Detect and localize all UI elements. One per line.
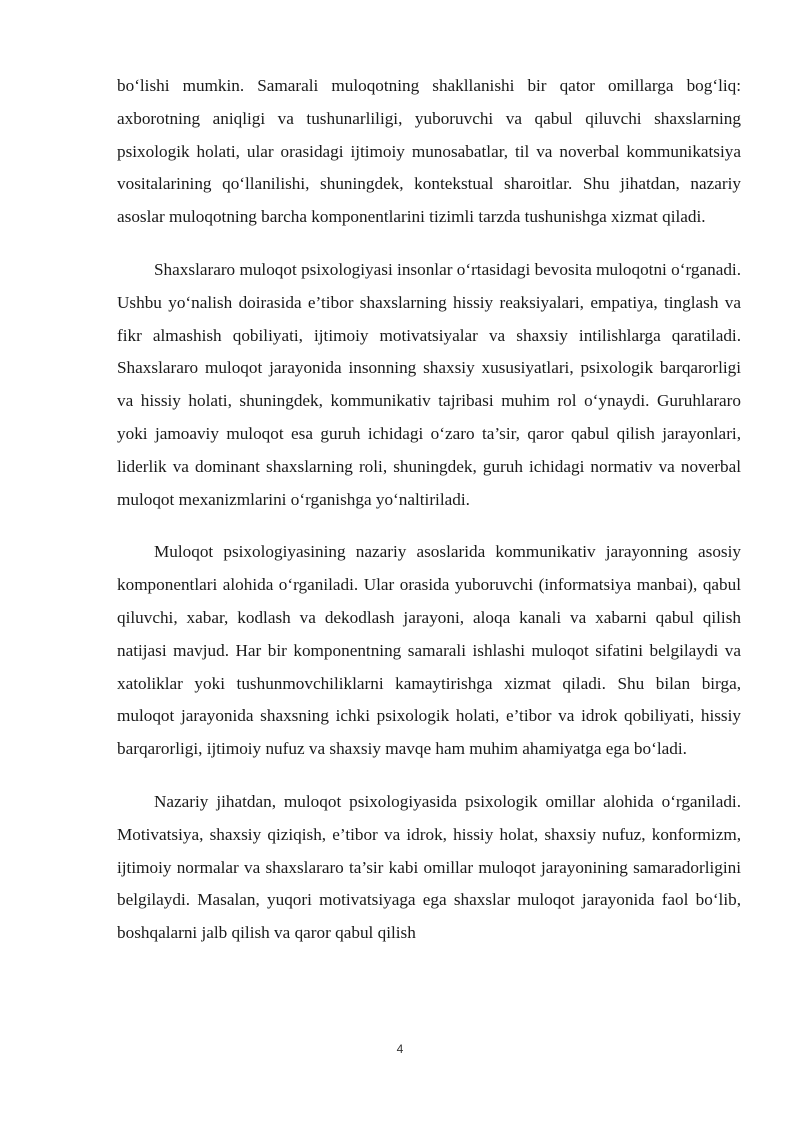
paragraph-1: bo‘lishi mumkin. Samarali muloqotning shakllanishi bir qator omillarga bog‘liq: axborotning aniqligi va tushunarliligi, yuboruvchi va qabul qiluvchi shaxslarning psixologik holati, ular orasidagi ijtimoiy munosabatlar, til va noverbal kommunikatsiya vositalarining qo‘llanilishi, shuningdek, kontekstual sharoitlar. Shu jihatdan, nazariy asoslar muloqotning barcha komponentlarini tizimli tarzda tushunishga xizmat qiladi. [117, 76, 741, 227]
page-number: 4 [396, 1042, 404, 1056]
paragraph-3: Muloqot psixologiyasining nazariy asoslarida kommunikativ jarayonning asosiy komponentlari alohida o‘rganiladi. Ular orasida yuboruvchi (informatsiya manbai), qabul qiluvchi, xabar, kodlash va dekodlash jarayoni, aloqa kanali va xabarni qabul qilish natijasi mavjud. Har bir komponentning samarali ishlashi muloqot sifatini belgilaydi va xatoliklar yoki tushunmovchiliklarni kamaytirishga xizmat qiladi. Shu bilan birga, muloqot jarayonida shaxsning ichki psixologik holati, e’tibor va idrok qobiliyati, hissiy barqarorligi, ijtimoiy nufuz va shaxsiy mavqe ham muhim ahamiyatga ega bo‘ladi. [117, 542, 741, 759]
paragraph-4: Nazariy jihatdan, muloqot psixologiyasida psixologik omillar alohida o‘rganiladi. Motivatsiya, shaxsiy qiziqish, e’tibor va idrok, hissiy holat, shaxsiy nufuz, konformizm, ijtimoiy normalar va shaxslararo ta’sir kabi omillar muloqot jarayonining samaradorligini belgilaydi. Masalan, yuqori motivatsiyaga ega shaxslar muloqot jarayonida faol bo‘lib, boshqalarni jalb qilish va qaror qabul qilish [117, 791, 741, 943]
paragraph-2: Shaxslararo muloqot psixologiyasi insonlar o‘rtasidagi bevosita muloqotni o‘rganadi. Ushbu yo‘nalish doirasida e’tibor shaxslarning hissiy reaksiyalari, empatiya, tinglash va fikr almashish qobiliyati, ijtimoiy motivatsiyalar va shaxsiy intilishlarga qaratiladi. Shaxslararo muloqot jarayonida insonning shaxsiy xususiyatlari, psixologik barqarorligi va hissiy holati, shuningdek, kommunikativ tajribasi muhim rol o‘ynaydi. Guruhlararo yoki jamoaviy muloqot esa guruh ichidagi o‘zaro ta’sir, qaror qabul qilish jarayonlari, liderlik va dominant shaxslarning roli, shuningdek, guruh ichidagi normativ va noverbal muloqot mexanizmlarini o‘rganishga yo‘naltiriladi. [117, 259, 741, 509]
body-text [117, 70, 741, 970]
